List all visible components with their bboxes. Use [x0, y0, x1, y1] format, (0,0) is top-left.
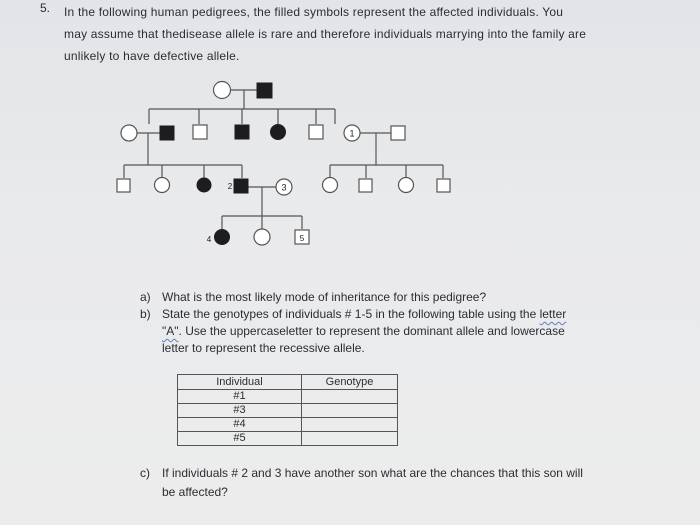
table-cell-genotype[interactable] — [302, 418, 398, 432]
gen2-male-spouse-unaffected — [391, 126, 405, 140]
pedigree-chart — [0, 0, 700, 260]
gen2-male-affected-2 — [235, 125, 249, 139]
question-number: 5. — [40, 1, 51, 15]
table-row — [178, 432, 398, 446]
table-cell-genotype[interactable] — [302, 432, 398, 446]
part-b-line2-underlined: "A" — [162, 324, 179, 338]
gen2-male-unaffected-2 — [309, 125, 323, 139]
pedigree-lines — [124, 90, 443, 229]
individual-5-label: 5 — [299, 234, 305, 243]
gen4-female-unaffected — [254, 229, 270, 245]
gen3-male-unaffected-2 — [359, 179, 372, 192]
part-c-line1: If individuals # 2 and 3 have another son what are the chances that this son will — [162, 466, 583, 480]
part-a — [140, 289, 660, 306]
table-header-individual: Individual — [178, 375, 302, 390]
genotype-table — [177, 374, 398, 446]
individual-4-label: 4 — [206, 235, 212, 244]
gen3-female-unaffected-3 — [399, 178, 414, 193]
gen2-female-spouse-unaffected — [121, 125, 137, 141]
gen3-female-unaffected-2 — [323, 178, 338, 193]
individual-2-label: 2 — [227, 182, 233, 191]
part-c-text — [162, 464, 660, 502]
part-c-label: c) — [140, 466, 150, 480]
table-cell-genotype[interactable] — [302, 390, 398, 404]
part-c-row — [140, 464, 660, 502]
individual-4-female-affected — [214, 229, 230, 245]
table-row — [178, 418, 398, 432]
gen2-female-affected — [270, 124, 286, 140]
individual-2-male-affected — [234, 179, 248, 193]
part-b-line2-post: . Use the uppercaseletter to represent the dominant allele and lowercase — [178, 324, 565, 338]
question-parts — [140, 289, 660, 357]
part-b-line1-pre: State the genotypes of individuals # 1-5 in the following table using the — [162, 307, 540, 321]
table-cell-individual: #1 — [178, 390, 302, 404]
gen3-female-unaffected-1 — [155, 178, 170, 193]
part-a-label: a) — [140, 290, 151, 304]
part-c — [140, 464, 660, 502]
individual-3-label: 3 — [281, 182, 287, 193]
individual-1-label: 1 — [349, 128, 355, 139]
gen3-male-unaffected-3 — [437, 179, 450, 192]
gen2-male-unaffected-1 — [193, 125, 207, 139]
part-b-line1-underlined: letter — [539, 307, 567, 321]
gen3-female-affected — [197, 178, 212, 193]
part-a-text: What is the most likely mode of inheritance for this pedigree? — [162, 290, 487, 304]
gen1-female-unaffected — [214, 82, 231, 99]
table-row — [178, 390, 398, 404]
part-b — [140, 306, 660, 357]
table-cell-genotype[interactable] — [302, 404, 398, 418]
part-b-line3: letter to represent the recessive allele. — [162, 341, 365, 355]
gen3-male-unaffected-1 — [117, 179, 130, 192]
gen1-male-affected — [257, 83, 272, 98]
table-header-row — [178, 375, 398, 390]
intro-line-2: may assume that thedisease allele is rare and therefore individuals marrying into the family are — [64, 27, 587, 41]
gen2-male-affected-1 — [160, 126, 174, 140]
table-cell-individual: #3 — [178, 404, 302, 418]
table-cell-individual: #5 — [178, 432, 302, 446]
part-b-text — [162, 306, 660, 357]
table-cell-individual: #4 — [178, 418, 302, 432]
part-b-label: b) — [140, 307, 151, 321]
intro-line-3: unlikely to have defective allele. — [64, 49, 240, 63]
table-header-genotype: Genotype — [302, 375, 398, 390]
table-row — [178, 404, 398, 418]
part-c-line2: be affected? — [162, 485, 228, 499]
intro-line-1: In the following human pedigrees, the filled symbols represent the affected individuals. You — [64, 5, 564, 19]
